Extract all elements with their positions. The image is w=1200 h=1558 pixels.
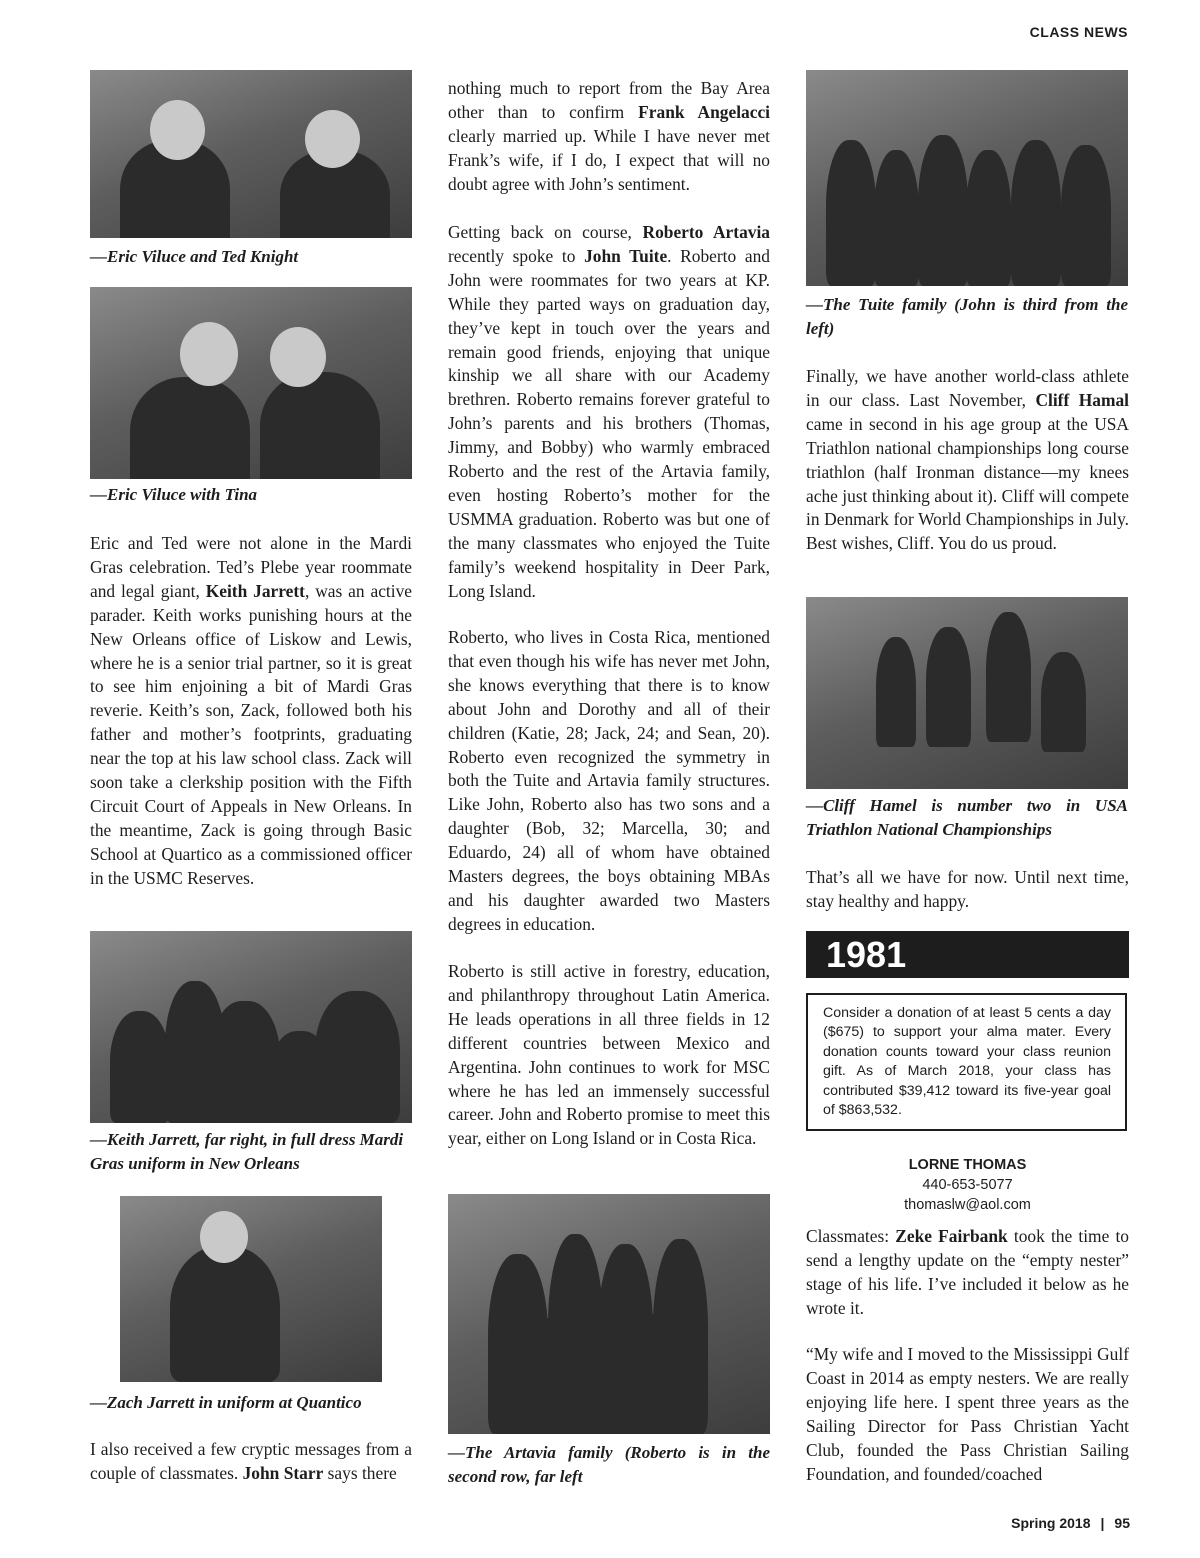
caption-zach-jarrett: —Zach Jarrett in uniform at Quantico (90, 1393, 362, 1412)
name-cliff-hamal: Cliff Hamal (1035, 389, 1130, 410)
contact-email: thomaslw@aol.com (904, 1197, 1031, 1213)
caption-tuite-family: —The Tuite family (John is third from the left) (806, 295, 1128, 338)
col2-paragraph-3: Roberto, who lives in Costa Rica, mentioned that even though his wife has never met John, she knows everything that there is to know about John and Dorothy and all of their children (Katie, 28; Jack, 24; and Sean, 20). Roberto even recognized the symmetry in both the Tuite and Artavia family structures. Like John, Roberto also has two sons and a daughter (Bob, 32; Marcella, 30; and Eduardo, 24) all of whom have obtained Masters degrees, the boys obtaining MBAs and his daughter awarded two Masters degrees in education. (448, 627, 770, 934)
name-john-starr: John Starr (242, 1462, 324, 1483)
col3-paragraph-1: Finally, we have another world-class athlete in our class. Last November, Cliff Hamal came in second in his age group at the USA Triathlon national championships long course triathlon (half Ironman distance—my knees ache just thinking about it). Cliff will compete in Denmark for World Championships in July. Best wishes, Cliff. You do us proud. (806, 366, 1130, 554)
name-john-tuite: John Tuite (584, 245, 668, 266)
photo-eric-ted (90, 70, 412, 238)
caption-artavia-family: —The Artavia family (Roberto is in the second row, far left (448, 1443, 770, 1486)
donation-box: Consider a donation of at least 5 cents a day ($675) to support your alma mater. Every donation counts toward your class reunion gift. As of March 2018, your class has contributed $39,412 toward its five-year goal of $863,532. (806, 993, 1127, 1131)
photo-tuite-family (806, 70, 1128, 286)
caption-eric-tina: —Eric Viluce with Tina (90, 485, 258, 504)
name-zeke-fairbank: Zeke Fairbank (895, 1226, 1008, 1246)
col2-paragraph-1: nothing much to report from the Bay Area other than to confirm Frank Angelacci clearly married up. While I have never met Frank’s wife, if I do, I expect that will no doubt agree with John’s sentiment. (448, 78, 770, 194)
col3-paragraph-2: That’s all we have for now. Until next time, stay healthy and happy. (806, 867, 1129, 911)
issue-label: Spring 2018 (1011, 1515, 1091, 1531)
class-contact (806, 1155, 1129, 1215)
page-number: 95 (1114, 1515, 1130, 1531)
photo-cliff-hamel (806, 597, 1128, 789)
photo-eric-tina (90, 287, 412, 479)
col2-paragraph-2: Getting back on course, Roberto Artavia recently spoke to John Tuite. Roberto and John were roommates for two years at KP. While they parted ways on graduation day, they’ve kept in touch over the years and remain good friends, enjoying that unique kinship we all share with our Academy brethren. Roberto remains forever grateful to John’s parents and his brothers (Thomas, Jimmy, and Bobby) who warmly embraced Roberto and the rest of the Artavia family, even hosting Roberto’s mother for the USMMA graduation. Roberto was but one of the many classmates who enjoyed the Tuite family’s weekend hospitality in Deer Park, Long Island. (448, 222, 770, 601)
caption-cliff-hamel: —Cliff Hamel is number two in USA Triathlon National Championships (806, 796, 1128, 839)
col3-paragraph-3: Classmates: Zeke Fairbank took the time to send a lengthy update on the “empty nester” stage of his life. I’ve included it below as he wrote it. (806, 1226, 1129, 1318)
caption-eric-ted: —Eric Viluce and Ted Knight (90, 247, 299, 266)
caption-keith-jarrett: —Keith Jarrett, far right, in full dress Mardi Gras uniform in New Orleans (90, 1130, 404, 1173)
contact-name: LORNE THOMAS (908, 1157, 1027, 1173)
contact-phone: 440-653-5077 (922, 1177, 1013, 1193)
section-label: CLASS NEWS (1029, 24, 1128, 40)
name-frank-angelacci: Frank Angelacci (638, 101, 770, 122)
col1-paragraph-2: I also received a few cryptic messages from a couple of classmates. John Starr says there (90, 1439, 412, 1483)
name-keith-jarrett: Keith Jarrett (205, 580, 305, 601)
photo-zach-jarrett (120, 1196, 382, 1382)
col1-paragraph-1: Eric and Ted were not alone in the Mardi Gras celebration. Ted’s Plebe year roommate and legal giant, Keith Jarrett, was an active parader. Keith works punishing hours at the New Orleans office of Liskow and Lewis, where he is a senior trial partner, so it is great to see him enjoining a bit of Mardi Gras reverie. Keith’s son, Zack, followed both his father and mother’s footprints, graduating near the top at his law school class. Zack will soon take a clerkship position with the Fifth Circuit Court of Appeals in New Orleans. In the meantime, Zack is going through Basic School at Quartico as a commissioned officer in the USMC Reserves. (90, 533, 412, 888)
col3-paragraph-4: “My wife and I moved to the Mississippi Gulf Coast in 2014 as empty nesters. We are really enjoying life here. I spent three years as the Sailing Director for Pass Christian Yacht Club, founded the Pass Christian Sailing Foundation, and founded/coached (806, 1344, 1129, 1484)
name-roberto-artavia: Roberto Artavia (642, 222, 770, 242)
page-footer: Spring 2018 | 95 (1011, 1515, 1130, 1531)
class-year-heading: 1981 (806, 931, 1129, 978)
photo-keith-jarrett (90, 931, 412, 1123)
photo-artavia-family (448, 1194, 770, 1434)
col2-paragraph-4: Roberto is still active in forestry, education, and philanthropy throughout Latin America. He leads operations in all three fields in 12 different countries between Mexico and Argentina. John continues to work for MSC where he has led an immensely successful career. John and Roberto promise to meet this year, either on Long Island or in Costa Rica. (448, 961, 770, 1149)
